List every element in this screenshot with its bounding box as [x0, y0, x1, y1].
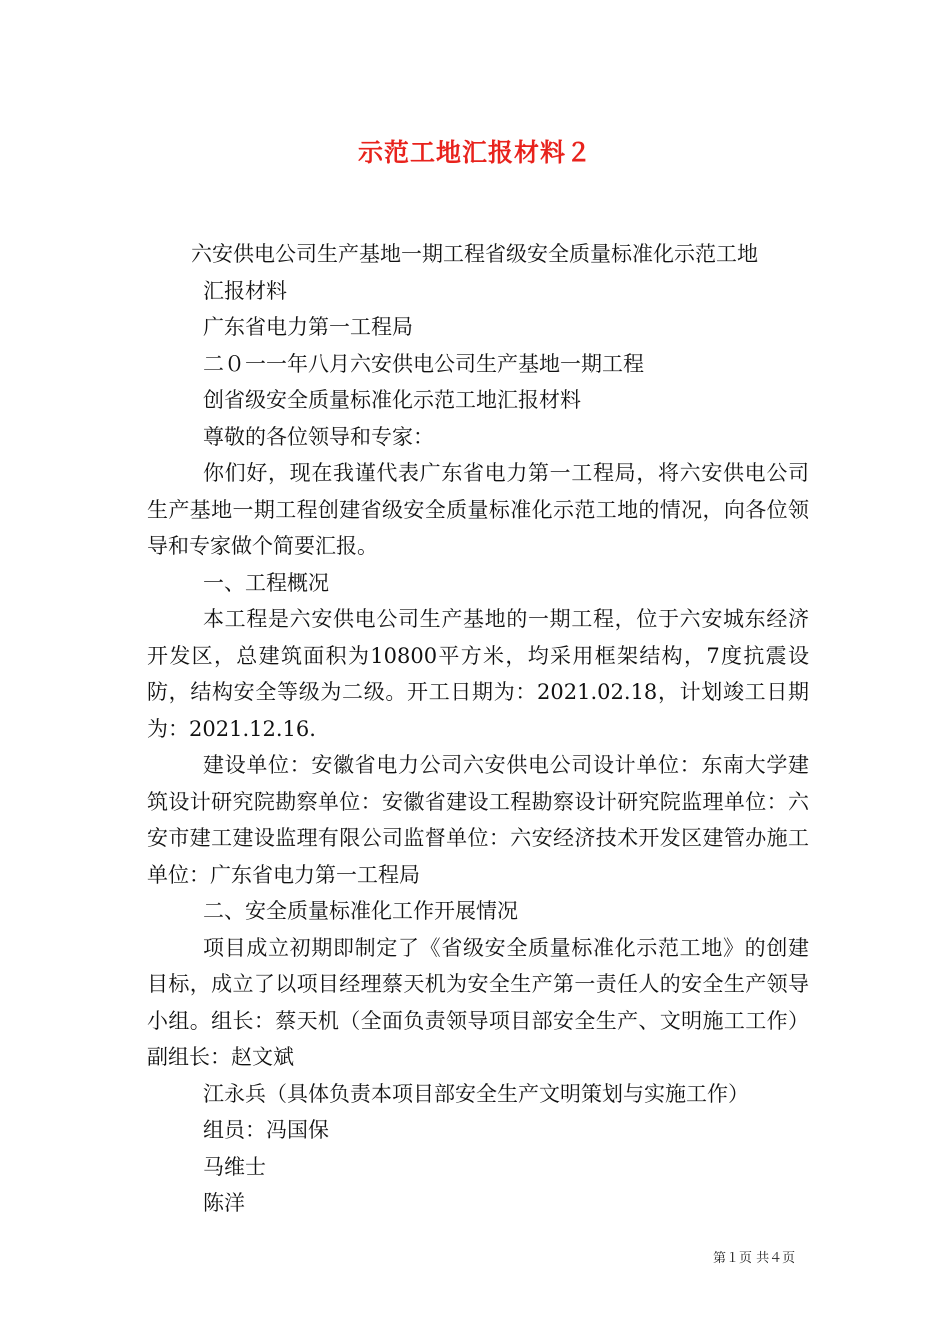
document-title: 示范工地汇报材料２: [357, 138, 592, 167]
document-body: [147, 236, 809, 1222]
subtitle-line: 创省级安全质量标准化示范工地汇报材料: [203, 388, 581, 412]
units-paragraph: 建设单位：安徽省电力公司六安供电公司设计单位：东南大学建筑设计研究院勘察单位：安徽省建设工程勘察设计研究院监理单位：六安市建工建设监理有限公司监督单位：六安经济技术开发区建管办施工单位：广东省电力第一工程局: [147, 753, 809, 887]
overview-paragraph: 本工程是六安供电公司生产基地的一期工程，位于六安城东经济开发区，总建筑面积为10800平方米，均采用框架结构，7度抗震设防，结构安全等级为二级。开工日期为：2021.02.18，计划竣工日期为：2021.12.16.: [147, 607, 809, 741]
bureau-line: 广东省电力第一工程局: [203, 315, 413, 339]
date-line: 二０一一年八月六安供电公司生产基地一期工程: [203, 351, 644, 376]
organization-paragraph: 项目成立初期即制定了《省级安全质量标准化示范工地》的创建目标，成立了以项目经理蔡天机为安全生产第一责任人的安全生产领导小组。组长：蔡天机（全面负责领导项目部安全生产、文明施工工作）副组长：赵文斌: [147, 935, 809, 1069]
member-line: 组员：冯国保: [203, 1118, 329, 1142]
member-line: 马维士: [203, 1154, 266, 1179]
report-material-line: 汇报材料: [203, 278, 287, 303]
greeting-paragraph: 你们好，现在我谨代表广东省电力第一工程局，将六安供电公司生产基地一期工程创建省级安全质量标准化示范工地的情况，向各位领导和专家做个简要汇报。: [147, 461, 809, 558]
section-1-heading: 一、工程概况: [203, 570, 329, 595]
member-line: 江永兵（具体负责本项目部安全生产文明策划与实施工作）: [203, 1081, 749, 1106]
section-2-heading: 二、安全质量标准化工作开展情况: [203, 899, 518, 923]
project-title-line: 六安供电公司生产基地一期工程省级安全质量标准化示范工地: [191, 242, 758, 266]
salutation-line: 尊敬的各位领导和专家：: [203, 424, 434, 449]
page-footer: 第１页 共４页: [713, 1251, 796, 1266]
member-line: 陈洋: [203, 1191, 245, 1215]
